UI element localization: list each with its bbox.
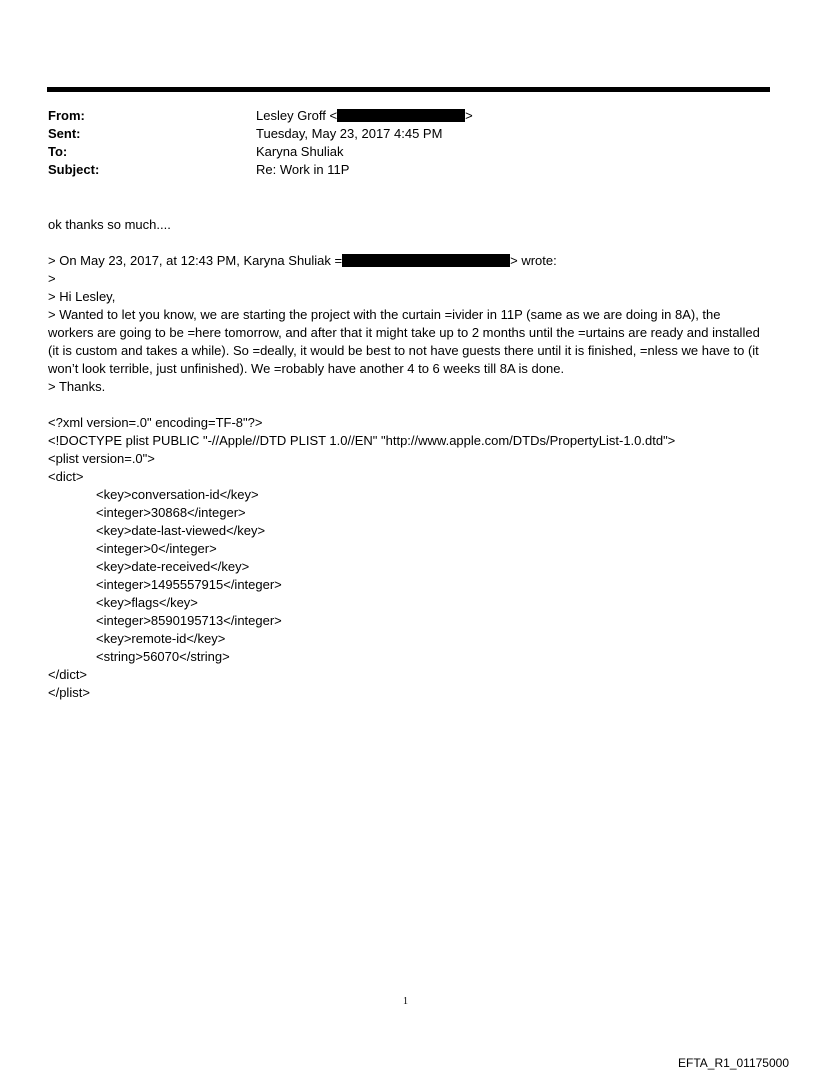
plist-block <box>48 414 760 702</box>
plist-line: <integer>1495557915</integer> <box>96 577 282 592</box>
sent-label: Sent: <box>48 126 81 141</box>
plist-line: <integer>30868</integer> <box>96 505 246 520</box>
quote-paragraph: > Wanted to let you know, we are starting the project with the curtain =ivider in 11P (same as we are doing in 8A), the workers are going to be =here tomorrow, and after that it might take up to 2 months until the =urtains are ready and installed (it is custom and takes a while). So =deally, it would be best to not have guests there until it is finished, =nless we have to (it won’t look terrible, just unfinished). We =robably have another 4 to 6 weeks till 8A is done. <box>48 307 760 376</box>
plist-line: <key>conversation-id</key> <box>96 487 259 502</box>
plist-line: </dict> <box>48 667 88 682</box>
plist-line: <key>flags</key> <box>96 595 198 610</box>
plist-line: </plist> <box>48 685 90 700</box>
plist-line: <key>date-received</key> <box>96 559 250 574</box>
from-label: From: <box>48 108 85 123</box>
plist-line: <string>56070</string> <box>96 649 230 664</box>
quote-intro <box>48 252 760 270</box>
subject-label: Subject: <box>48 162 100 177</box>
to-label: To: <box>48 144 68 159</box>
quote-intro-suffix: > wrote: <box>510 253 557 268</box>
from-name: Lesley Groff < <box>256 108 338 123</box>
redaction-box <box>337 109 465 122</box>
plist-line: <integer>0</integer> <box>96 541 217 556</box>
plist-line: <?xml version=.0" encoding=TF-8"?> <box>48 415 263 430</box>
plist-line: <dict> <box>48 469 84 484</box>
quote-intro-text: > On May 23, 2017, at 12:43 PM, Karyna Shuliak = <box>48 253 343 268</box>
from-value <box>256 107 473 125</box>
email-body <box>48 216 760 702</box>
quote-greeting: > Hi Lesley, <box>48 289 116 304</box>
plist-line: <!DOCTYPE plist PUBLIC "-//Apple//DTD PLIST 1.0//EN" "http://www.apple.com/DTDs/PropertyList-1.0.dtd"> <box>48 433 676 448</box>
plist-line: <plist version=.0"> <box>48 451 155 466</box>
plist-line: <key>date-last-viewed</key> <box>96 523 266 538</box>
sent-value: Tuesday, May 23, 2017 4:45 PM <box>256 126 443 141</box>
quote-thanks: > Thanks. <box>48 379 106 394</box>
to-value: Karyna Shuliak <box>256 144 344 159</box>
from-suffix: > <box>465 108 473 123</box>
header-rule <box>47 87 770 92</box>
redaction-box <box>342 254 510 267</box>
reply-text: ok thanks so much.... <box>48 217 171 232</box>
page-number: 1 <box>403 996 408 1007</box>
document-id: EFTA_R1_01175000 <box>678 1056 789 1070</box>
plist-line: <key>remote-id</key> <box>96 631 226 646</box>
quote-blank: > <box>48 271 56 286</box>
plist-line: <integer>8590195713</integer> <box>96 613 282 628</box>
subject-value: Re: Work in 11P <box>256 162 350 177</box>
